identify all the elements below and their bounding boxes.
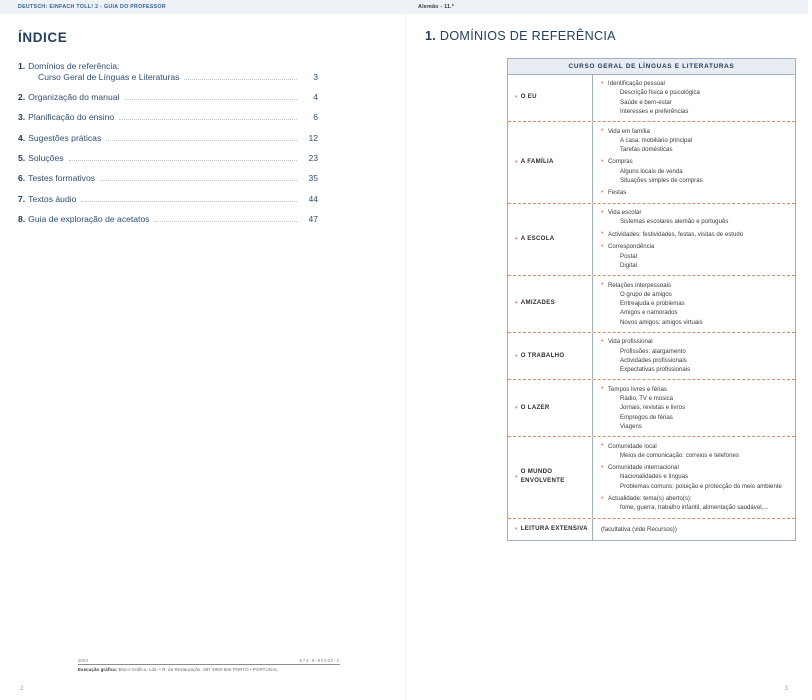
bullet-icon: •: [515, 525, 518, 533]
item-group-head: [601, 127, 789, 136]
bullet-icon: •: [601, 385, 604, 393]
bullet-icon: •: [601, 79, 604, 87]
item-sub: A casa: mobiliário principal: [620, 136, 693, 144]
toc-entry-7[interactable]: [18, 194, 318, 205]
imprint-credit-text: Bloco Gráfico, Lda. • R. da Restauração, 387 4050-506 PORTO • PORTUGAL: [117, 667, 278, 672]
toc-leader-dots: [184, 78, 297, 80]
item-group-head-text: Actualidade: tema(s) aberto(s):: [608, 495, 692, 503]
toc-entry-5-number: 5.: [18, 152, 26, 163]
item-sub: Entreajuda e problemas: [620, 300, 685, 307]
crop-marks-right: : :: [797, 2, 808, 8]
domain-note: (facultativa (vide Recursos)): [601, 525, 677, 533]
domain-label: A FAMÍLIA: [520, 157, 554, 165]
item-group-head: [601, 494, 789, 503]
toc-entry-4-number: 4.: [18, 132, 26, 143]
toc-entry-8-page: 47: [308, 213, 318, 224]
item-sub: Actividades profissionais: [620, 356, 687, 364]
item-group: [601, 442, 789, 461]
toc-entry-6-page: 35: [308, 173, 318, 184]
table-row: [508, 75, 795, 123]
item-group: [601, 242, 789, 270]
domain-cell: [508, 333, 593, 380]
item-group-head: [601, 157, 789, 166]
toc-leader-dots: [100, 179, 297, 181]
section-number: 1.: [425, 29, 437, 43]
item-sub: Empregos de férias: [620, 413, 673, 421]
toc-entry-2-label: Organização do manual: [28, 91, 120, 102]
item-group: [601, 188, 789, 197]
toc-leader-dots: [81, 200, 297, 202]
table-row: [508, 122, 795, 204]
item-group-head-text: Festas: [608, 189, 627, 197]
toc-entry-7-label: Textos áudio: [28, 193, 77, 204]
bullet-icon: •: [601, 188, 604, 196]
item-sub: Jornais, revistas e livros: [620, 404, 686, 412]
item-group-head-text: Comunidade local: [608, 442, 657, 450]
item-sub: Meios de comunicação: correios e telefones: [620, 451, 739, 459]
bullet-icon: •: [601, 281, 604, 288]
item-group-head: [601, 242, 789, 251]
domain-label: A ESCOLA: [520, 234, 555, 242]
domain-items-cell: [593, 333, 795, 380]
imprint-top-row: [78, 658, 340, 665]
item-group: [601, 494, 789, 513]
bullet-icon: •: [601, 494, 604, 502]
item-group-head: [601, 337, 789, 346]
item-sub: fome, guerra, trabalho infantil, alimentação saudável,...: [620, 504, 769, 512]
table-of-contents: [18, 61, 318, 234]
folio-left: 2: [20, 685, 24, 692]
toc-entry-1-label: Domínios de referência:: [28, 61, 120, 71]
domain-items-cell: [593, 276, 795, 332]
item-group-head: [601, 281, 789, 290]
domain-label: O EU: [520, 93, 537, 101]
table-row: [508, 519, 795, 540]
running-head-left: [0, 0, 408, 14]
bullet-icon: •: [515, 473, 518, 481]
imprint-year: 2004: [78, 658, 89, 664]
running-head-right: [406, 0, 808, 14]
item-sub: Rádio, TV e música: [620, 395, 674, 402]
table-row: [508, 333, 795, 381]
imprint-isbn: 972-0-90602-2: [299, 658, 340, 664]
item-group-head: [601, 230, 789, 239]
bullet-icon: •: [601, 127, 604, 134]
bullet-icon: •: [601, 230, 604, 238]
domain-cell: [508, 122, 593, 203]
item-sub: Nacionalidades e línguas: [620, 473, 689, 481]
item-group-head-text: Compras: [608, 158, 633, 166]
domain-label: O TRABALHO: [520, 351, 565, 359]
toc-entry-3-page: 6: [313, 112, 318, 123]
domain-items-cell: [593, 519, 795, 540]
domain-label: AMIZADES: [520, 299, 555, 307]
imprint-credit: [78, 665, 340, 672]
bullet-icon: •: [515, 94, 518, 102]
item-sub: Interesses e preferências: [620, 107, 689, 115]
item-sub: Problemas comuns: poluição e protecção do meio ambiente: [620, 482, 782, 490]
domain-items-cell: [593, 204, 795, 275]
toc-entry-4[interactable]: [18, 133, 318, 144]
table-header: CURSO GERAL DE LÍNGUAS E LITERATURAS: [508, 59, 795, 75]
toc-entry-1-page: 3: [313, 71, 318, 82]
toc-entry-3[interactable]: [18, 112, 318, 123]
domain-cell: [508, 437, 593, 518]
item-group-head-text: Tempos livres e férias: [608, 385, 667, 393]
item-group: [601, 281, 789, 327]
domain-items-cell: [593, 380, 795, 436]
item-group: [601, 385, 789, 431]
item-sub: Expectativas profissionais: [620, 366, 691, 373]
table-row: [508, 380, 795, 437]
item-group-head-text: Vida em família: [608, 127, 650, 135]
toc-entry-7-number: 7.: [18, 193, 26, 204]
toc-entry-2-page: 4: [313, 91, 318, 102]
item-sub: Saúde e bem-estar: [620, 98, 672, 106]
item-sub: Amigos e namorados: [620, 309, 678, 317]
domains-table: [507, 58, 796, 541]
item-group: [601, 463, 789, 491]
imprint-block: [78, 658, 340, 672]
toc-entry-7-page: 44: [308, 193, 318, 204]
running-head-left-text: DEUTSCH: EINFACH TOLL! 2 - GUIA DO PROFESSOR: [18, 4, 166, 10]
item-group-head: [601, 463, 789, 472]
item-group-head: [601, 79, 789, 88]
toc-entry-4-page: 12: [308, 132, 318, 143]
toc-entry-1-line1: [18, 61, 318, 72]
item-sub: Viagens: [620, 422, 642, 430]
toc-entry-6-label: Testes formativos: [28, 173, 96, 184]
domain-cell: [508, 519, 593, 540]
toc-leader-dots: [69, 159, 297, 161]
item-group: [601, 157, 789, 185]
item-group-head-text: Correspondência: [608, 243, 655, 251]
toc-entry-5[interactable]: [18, 153, 318, 164]
item-sub: Descrição física e psicológica: [620, 89, 700, 97]
toc-leader-dots: [124, 98, 297, 100]
item-group-head-text: Identificação pessoal: [608, 80, 665, 87]
item-sub: Profissões: alargamento: [620, 347, 686, 355]
item-group-head-text: Actividades: festividades, festas, visitas de estudo: [608, 230, 744, 238]
toc-entry-1[interactable]: [18, 61, 318, 82]
item-sub: Alguns locais de venda: [620, 167, 683, 175]
item-sub: Tarefas domésticas: [620, 146, 673, 153]
bullet-icon: •: [601, 442, 604, 449]
domain-items-cell: [593, 75, 795, 122]
bullet-icon: •: [515, 352, 518, 360]
item-group: [601, 79, 789, 116]
bullet-icon: •: [515, 300, 518, 308]
domain-items-cell: [593, 122, 795, 203]
toc-entry-1-line2: [18, 72, 318, 83]
item-group-head: [601, 385, 789, 394]
toc-entry-3-label: Planificação do ensino: [28, 112, 115, 123]
item-sub: Postal: [620, 252, 637, 260]
toc-entry-8-label: Guia de exploração de acetatos: [28, 213, 150, 224]
item-group: [601, 230, 789, 239]
item-group: [601, 337, 789, 374]
item-group: [601, 127, 789, 155]
toc-leader-dots: [119, 118, 297, 120]
bullet-icon: •: [515, 404, 518, 412]
toc-entry-5-page: 23: [308, 152, 318, 163]
toc-leader-dots: [106, 139, 297, 141]
table-row: [508, 437, 795, 519]
bullet-icon: •: [515, 158, 518, 166]
bullet-icon: •: [601, 208, 604, 216]
item-sub: Novos amigos: amigos virtuais: [620, 318, 703, 326]
toc-entry-6-number: 6.: [18, 173, 26, 184]
item-group-head-text: Comunidade internacional: [608, 464, 679, 472]
toc-entry-6[interactable]: [18, 173, 318, 184]
bullet-icon: •: [601, 337, 604, 345]
item-group-head: [601, 188, 789, 197]
item-sub: Situações simples de compras: [620, 176, 703, 184]
item-group-head: [601, 208, 789, 217]
section-name: DOMÍNIOS DE REFERÊNCIA: [439, 29, 616, 43]
domain-cell: [508, 75, 593, 122]
domain-cell: [508, 204, 593, 275]
domain-cell: [508, 380, 593, 436]
bullet-icon: •: [601, 242, 604, 250]
item-group-head-text: Vida escolar: [608, 209, 642, 217]
toc-entry-3-number: 3.: [18, 112, 26, 123]
toc-leader-dots: [155, 220, 297, 222]
toc-entry-5-label: Soluções: [28, 152, 64, 163]
item-group: [601, 208, 789, 227]
crop-marks-left: : :: [390, 2, 401, 8]
item-group-head-text: Relações interpessoais: [608, 281, 672, 289]
domain-label: O LAZER: [520, 403, 550, 411]
domain-label: LEITURA EXTENSIVA: [520, 524, 588, 532]
item-group-head: [601, 442, 789, 451]
item-sub: Sistemas escolares alemão e português: [620, 218, 729, 226]
item-sub: Digital: [620, 261, 637, 269]
toc-entry-4-label: Sugestões práticas: [28, 132, 102, 143]
bullet-icon: •: [601, 157, 604, 165]
toc-entry-8-number: 8.: [18, 213, 26, 224]
imprint-credit-label: Execução gráfica:: [78, 667, 118, 672]
section-title: [425, 29, 616, 43]
toc-entry-2[interactable]: [18, 92, 318, 103]
folio-right: 3: [784, 685, 788, 692]
toc-entry-2-number: 2.: [18, 91, 26, 102]
bullet-icon: •: [515, 235, 518, 243]
bullet-icon: •: [601, 463, 604, 471]
table-row: [508, 276, 795, 333]
toc-entry-1-label2: Curso Geral de Línguas e Literaturas: [38, 71, 180, 82]
table-row: [508, 204, 795, 276]
domain-cell: [508, 276, 593, 332]
running-head-right-text: Alemão - 11.º: [418, 4, 455, 10]
item-sub: O grupo de amigos: [620, 290, 672, 298]
toc-entry-8[interactable]: [18, 214, 318, 225]
page-title-indice: ÍNDICE: [18, 30, 68, 45]
right-page: [406, 0, 812, 700]
item-group-head-text: Vida profissional: [608, 338, 653, 346]
domain-items-cell: [593, 437, 795, 518]
toc-entry-1-number: 1.: [18, 61, 26, 71]
domain-label: O MUNDO ENVOLVENTE: [520, 468, 565, 485]
